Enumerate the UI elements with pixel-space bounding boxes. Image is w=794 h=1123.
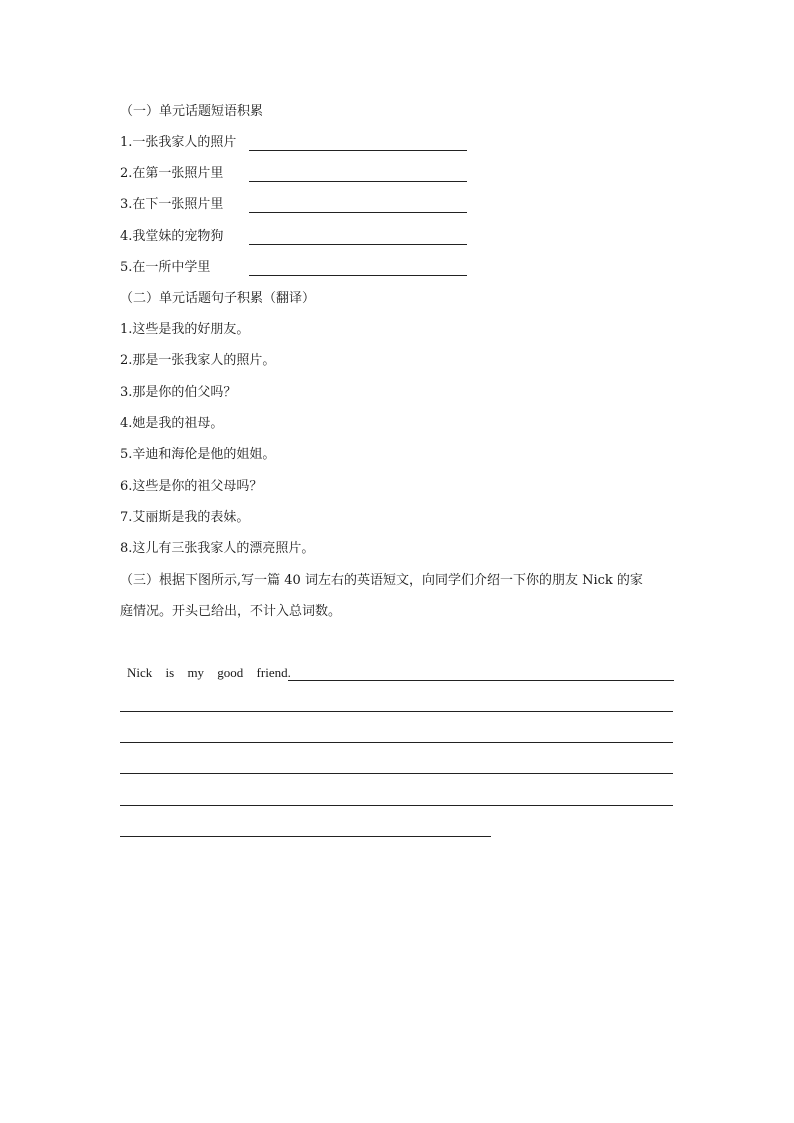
sentence-item-6: 6.这些是你的祖父母吗？ [120,479,263,494]
section2-heading: （二）单元话题句子积累（翻译） [120,291,316,306]
essay-line-2[interactable] [120,711,673,712]
phrase-answer-blank-1[interactable] [249,150,467,151]
sentence-item-4: 4.她是我的祖母。 [120,416,224,431]
sentence-item-5: 5.辛迪和海伦是他的姐姐。 [120,447,276,462]
essay-line-6[interactable] [120,836,491,837]
essay-line-5[interactable] [120,805,673,806]
phrase-item-5: 5.在一所中学里 [120,260,211,275]
section3-prompt-line-2: 庭情况。开头已给出，不计入总词数。 [120,604,342,619]
sentence-item-2: 2.那是一张我家人的照片。 [120,353,276,368]
phrase-answer-blank-5[interactable] [249,275,467,276]
essay-opening-sentence: Nick is my good friend. [127,665,291,680]
essay-line-3[interactable] [120,742,673,743]
section1-heading: （一）单元话题短语积累 [120,104,264,119]
phrase-answer-blank-3[interactable] [249,212,467,213]
sentence-item-7: 7.艾丽斯是我的表妹。 [120,510,250,525]
essay-line-4[interactable] [120,773,673,774]
section3-prompt-line-1: （三）根据下图所示,写一篇 40 词左右的英语短文，向同学们介绍一下你的朋友 Nick 的家 [120,573,643,588]
sentence-item-3: 3.那是你的伯父吗？ [120,385,237,400]
sentence-item-8: 8.这儿有三张我家人的漂亮照片。 [120,541,315,556]
sentence-item-1: 1.这些是我的好朋友。 [120,322,250,337]
phrase-item-2: 2.在第一张照片里 [120,166,224,181]
essay-line-1[interactable] [288,680,674,681]
phrase-item-3: 3.在下一张照片里 [120,197,224,212]
phrase-answer-blank-2[interactable] [249,181,467,182]
phrase-item-1: 1.一张我家人的照片 [120,135,237,150]
phrase-answer-blank-4[interactable] [249,244,467,245]
phrase-item-4: 4.我堂妹的宠物狗 [120,229,224,244]
